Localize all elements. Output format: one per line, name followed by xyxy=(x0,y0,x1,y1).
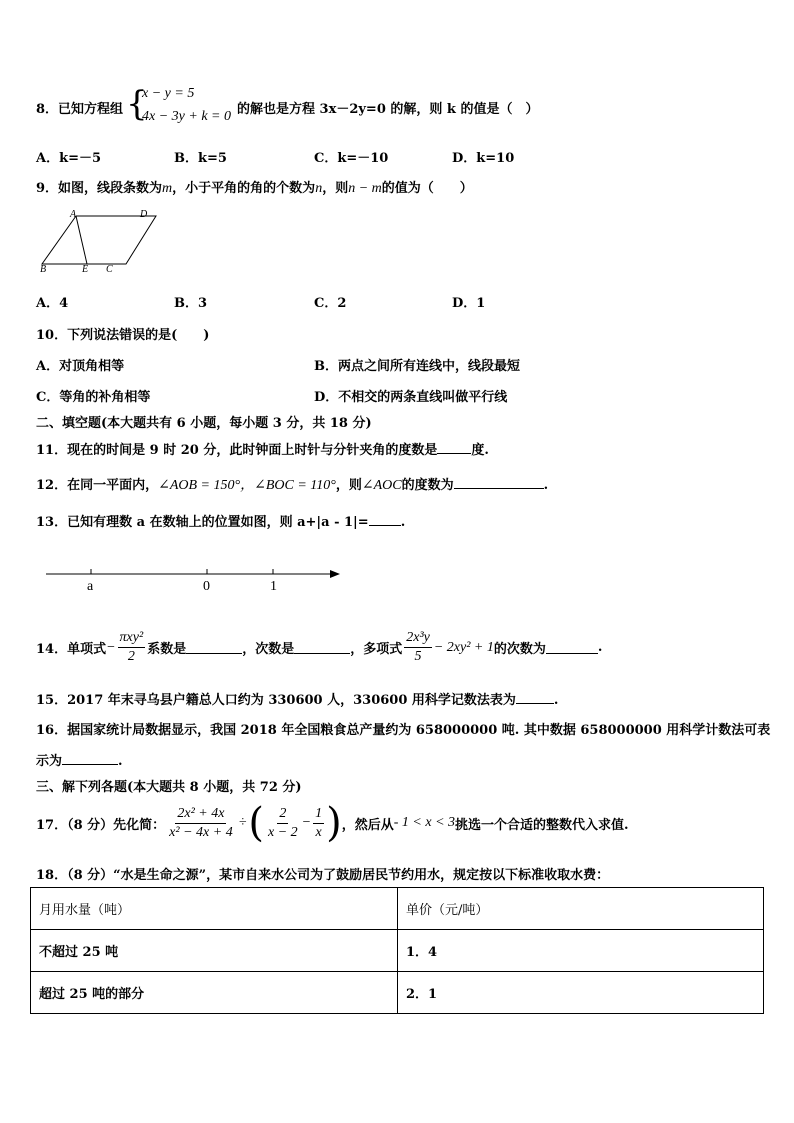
q17-paren-open: ( xyxy=(248,800,264,846)
q11-suffix: 度. xyxy=(471,443,489,458)
q9-text-c: ，则 xyxy=(322,181,349,196)
q12-answer-blank[interactable] xyxy=(454,476,544,489)
table-cell-usage: 超过 25 吨的部分 xyxy=(31,972,398,1014)
table-cell-price: 2．1 xyxy=(398,972,764,1014)
q17-divide: ÷ xyxy=(238,815,247,830)
q17-minus: − xyxy=(301,815,312,830)
q14-text-c: ，次数是 xyxy=(242,642,295,657)
q16-text: 示为 xyxy=(36,754,63,769)
q10-option-c: C．等角的补角相等 xyxy=(36,390,151,405)
q9-expr: n − m xyxy=(348,181,382,196)
q13-question xyxy=(36,511,405,530)
q15-text: 15．2017 年末寻乌县户籍总人口约为 330600 人，330600 用科学记数法表为 xyxy=(36,693,516,708)
q14-poly-fraction xyxy=(404,630,432,665)
q14-poly-rest: − 2xy² + 1 xyxy=(433,639,494,655)
q9-text-a: 9．如图，线段条数为 xyxy=(36,181,163,196)
q17-text-c: 挑选一个合适的整数代入求值. xyxy=(455,817,629,833)
q12-angles: ∠AOB = 150°，∠BOC = 110° xyxy=(158,478,336,493)
q13-answer-blank[interactable] xyxy=(369,513,401,526)
q17-f1-denominator: x² − 4x + 4 xyxy=(169,824,233,840)
table-row xyxy=(31,972,764,1014)
label-zero: 0 xyxy=(203,579,210,594)
q10-option-a: A．对顶角相等 xyxy=(36,359,125,374)
q14-blank-coefficient[interactable] xyxy=(186,641,242,654)
q12-text: 12．在同一平面内， xyxy=(36,478,159,493)
water-price-table xyxy=(30,887,764,1014)
number-line xyxy=(44,564,344,598)
table-header-usage: 月用水量（吨） xyxy=(31,888,398,930)
q12-angle-aoc: ∠AOC xyxy=(361,478,402,493)
segment-ae xyxy=(76,216,87,264)
label-b: B xyxy=(40,264,47,275)
q9-text-b: ，小于平角的角的个数为 xyxy=(172,181,316,196)
q14-text-b: 系数是 xyxy=(147,642,187,657)
q18-question: 18．（8 分）“水是生命之源”，某市自来水公司为了鼓励居民节约用水，规定按以下标准收取水费： xyxy=(36,868,610,883)
label-a-point: a xyxy=(87,579,94,594)
parallelogram-outline xyxy=(42,216,156,264)
q8-option-a: A．k=－5 xyxy=(36,151,102,166)
q12-end: . xyxy=(543,478,549,493)
q9-option-a: A．4 xyxy=(36,296,69,311)
q17-f2-denominator: x − 2 xyxy=(268,824,298,840)
q17-f1-numerator: 2x² + 4x xyxy=(175,806,226,824)
section-3-heading: 三、解下列各题(本大题共 8 小题，共 72 分) xyxy=(36,780,302,795)
q16-end: . xyxy=(118,754,123,769)
q14-mono-denominator: 2 xyxy=(127,649,135,664)
q12-mid: ，则 xyxy=(335,478,362,493)
q17-fraction-3 xyxy=(313,806,324,841)
q9-var-n: n xyxy=(315,181,323,196)
q11-answer-blank[interactable] xyxy=(437,441,471,454)
q17-f2-numerator: 2 xyxy=(277,806,288,824)
q15-question xyxy=(36,689,558,708)
q10-option-b: B．两点之间所有连线中，线段最短 xyxy=(314,359,520,374)
table-header-price: 单价（元/吨） xyxy=(398,888,764,930)
q17-paren-close: ) xyxy=(326,800,342,846)
q10-option-d: D．不相交的两条直线叫做平行线 xyxy=(314,390,508,405)
q14-blank-poly-degree[interactable] xyxy=(546,641,598,654)
q16-line-2 xyxy=(36,750,123,769)
parallelogram-figure xyxy=(34,206,164,276)
q9-question xyxy=(36,177,473,197)
q14-text-e: 的次数为 xyxy=(493,642,546,657)
q14-mono-numerator: πxy² xyxy=(118,630,146,648)
q9-option-d: D．1 xyxy=(452,296,486,311)
q12-suffix: 的度数为 xyxy=(401,478,454,493)
q17-text-b: ，然后从 xyxy=(341,817,394,833)
q8-equation-2: 4x − 3y + k = 0 xyxy=(142,109,231,124)
q13-end: . xyxy=(400,515,406,530)
q10-question: 10．下列说法错误的是( ) xyxy=(36,328,210,343)
q14-question: 14．单项式 − $\frac{\text{πxy²}}{2}$ 系数是 ，次数是 ，多项式 $\frac{\text{2x³y}}{5}$ − 2xy² + 1 的次数为 . xyxy=(36,630,603,664)
q12-question xyxy=(36,474,548,494)
q14-text-d: ，多项式 xyxy=(350,642,403,657)
q14-blank-degree[interactable] xyxy=(294,641,350,654)
q17-question xyxy=(36,800,629,846)
q9-var-m: m xyxy=(162,181,173,196)
q9-option-c: C．2 xyxy=(314,296,347,311)
q8-option-d: D．k=10 xyxy=(452,151,515,166)
q17-fraction-1 xyxy=(167,806,235,841)
q9-text-d: 的值为（ ） xyxy=(381,181,473,196)
table-cell-usage: 不超过 25 吨 xyxy=(31,930,398,972)
table-cell-price: 1．4 xyxy=(398,930,764,972)
q14-end: . xyxy=(597,640,603,655)
label-c: C xyxy=(106,264,113,275)
label-d: D xyxy=(140,209,148,220)
q11-question xyxy=(36,439,489,458)
table-row xyxy=(31,930,764,972)
q14-poly-numerator: 2x³y xyxy=(404,630,432,648)
label-e: E xyxy=(82,264,89,275)
q9-option-b: B．3 xyxy=(174,296,208,311)
label-one: 1 xyxy=(270,579,277,594)
system-brace: { xyxy=(126,84,148,124)
q17-fraction-2 xyxy=(266,806,300,841)
q14-poly-denominator: 5 xyxy=(414,649,422,664)
table-row xyxy=(31,888,764,930)
label-a: A xyxy=(70,209,77,220)
q17-f3-denominator: x xyxy=(315,824,322,840)
q8-question-text: 的解也是方程 3x－2y=0 的解，则 k 的值是（ ） xyxy=(237,102,539,117)
q8-option-c: C．k=－10 xyxy=(314,151,389,166)
q14-text-a: 14．单项式 xyxy=(36,642,107,657)
q17-range: - 1 < x < 3 xyxy=(393,815,456,830)
q16-line-1: 16．据国家统计局数据显示，我国 2018 年全国粮食总产量约为 658000000 吨. 其中数据 658000000 用科学计数法可表 xyxy=(36,723,771,738)
q16-answer-blank[interactable] xyxy=(62,752,118,765)
q15-end: . xyxy=(553,693,559,708)
q8-option-b: B．k=5 xyxy=(174,151,227,166)
q8-prefix: 8．已知方程组 xyxy=(36,102,124,117)
section-2-heading: 二、填空题(本大题共有 6 小题，每小题 3 分，共 18 分) xyxy=(36,416,372,431)
q8-equation-1: x − y = 5 xyxy=(142,86,195,101)
q11-text: 11．现在的时间是 9 时 20 分，此时钟面上时针与分针夹角的度数是 xyxy=(36,443,438,458)
q17-f3-numerator: 1 xyxy=(313,806,324,824)
q15-answer-blank[interactable] xyxy=(516,691,554,704)
q17-text-a: 17．（8 分）先化简： xyxy=(36,817,166,833)
q13-text: 13．已知有理数 a 在数轴上的位置如图，则 a+|a - 1|= xyxy=(36,515,369,530)
q14-monomial-fraction xyxy=(118,630,146,665)
number-line-arrow xyxy=(330,570,340,578)
